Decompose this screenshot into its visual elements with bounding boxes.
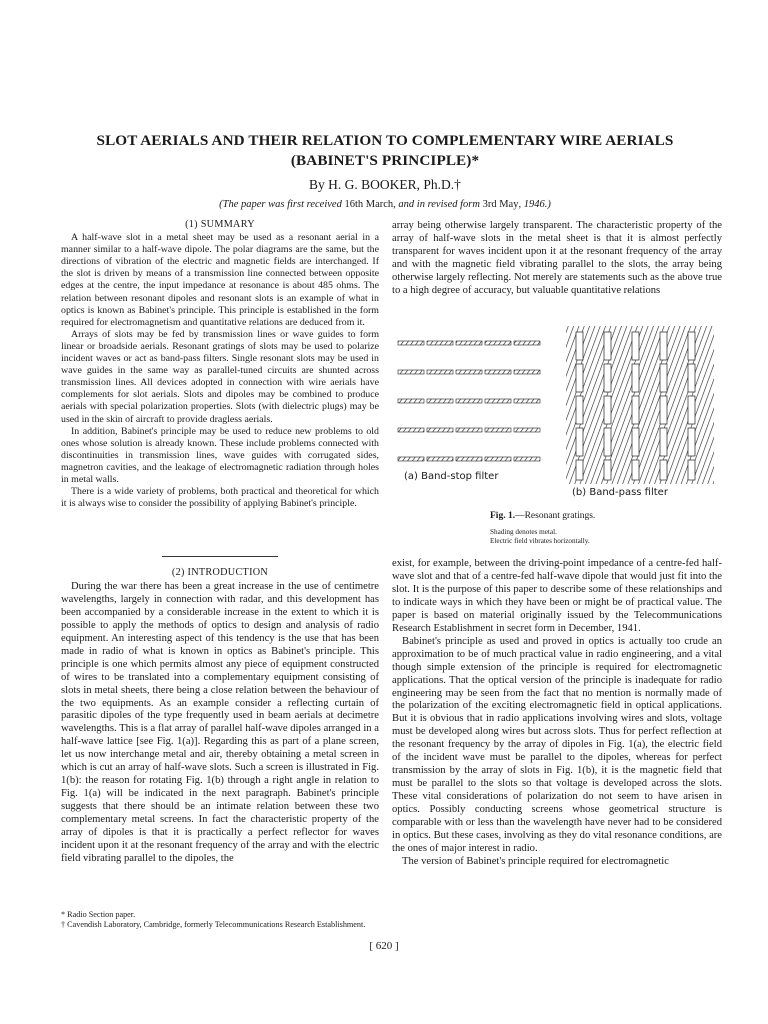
dipole-row-5: [398, 457, 540, 461]
dipole-row-1: [398, 341, 540, 345]
introduction-paragraph: During the war there has been a great increase in the use of centimetre wavelengths, largely in connection with radar, and this development has been accompanied by a considerable increase in the extent to which it is possible to apply the methods of optics to design and analysis of radio equipment. An interesting aspect of this tendency is the use that has been made in radio of what is known in optics as Babinet's principle. This principle is one which permits almost any piece of equipment constructed of wires to be translated into a complementary equipment consisting of slots in metal sheets, there being a close relation between the behaviour of the two equipments. As an example consider a reflecting curtain of parasitic dipoles of the type frequently used in beam aerials at decimetre wavelengths. This is a flat array of parallel half-wave dipoles arranged in a half-wave lattice [see Fig. 1(a)]. Regarding this as part of a plane screen, let us now interchange metal and air, thereby obtaining a metal screen in which is cut an array of half-wave slots. Such a screen is illustrated in Fig. 1(b): the reason for rotating Fig. 1(b) through a right angle in relation to Fig. 1(a) will be indicated in the next paragraph. Babinet's principle suggests that there should be an intimate relation between these two complementary metal screens. In fact the characteristic property of the array of dipoles is that it is practically a perfect reflector for waves incident upon it at the resonant frequency of the array and with the electric field vibrating parallel to the dipoles, the: [61, 580, 379, 864]
summary-section: [61, 219, 379, 510]
summary-paragraph-3: In addition, Babinet's principle may be used to reduce new problems to old ones whose solution is already known. These include problems connected with discontinuities in transmission lines, wave guides with corrugated sides, magnetron cavities, and the leakage of electromagnetic radiation through holes in metal walls.: [61, 425, 379, 485]
right-column-top: [392, 219, 722, 298]
title-line-2: (BABINET'S PRINCIPLE)*: [290, 152, 480, 169]
summary-heading: (1) SUMMARY: [185, 219, 255, 230]
section-divider: [162, 556, 278, 557]
footnote-2: † Cavendish Laboratory, Cambridge, formerly Telecommunications Research Establishment.: [61, 919, 366, 929]
figure-1: [390, 318, 730, 543]
dipole-row-2: [398, 370, 540, 374]
introduction-section: [61, 567, 379, 866]
dipole-row-4: [398, 428, 540, 432]
band-pass-label: (b) Band-pass filter: [572, 487, 668, 498]
summary-paragraph-1: A half-wave slot in a metal sheet may be used as a resonant aerial in a manner similar to a half-wave dipole. The polar diagrams are the same, but the directions of vibration of the electric and magnetic fields are interchanged. If the slot is driven by means of a transmission line connected between opposite edges at the centre, the input impedance at resonance is about 485 ohms. The relation between resonant dipoles and resonant slots is an example of what in optics is known as Babinet's principle. This principle is established in the form required for electromagnetism and quantitative relations are deduced from it.: [61, 232, 379, 328]
right-bottom-paragraph-1: exist, for example, between the driving-point impedance of a centre-fed half-wave slot and that of a centre-fed half-wave dipole that would just fit into the slot. It is the purpose of this paper to describe some of these relationships and to indicate ways in which they have been or might be of practical value. The paper is based on material originally issued by the Telecommunications Research Establishment in secret form in December, 1941.: [392, 558, 722, 634]
received-mid: , and in revised form: [393, 199, 483, 210]
received-line: [40, 198, 730, 212]
paper-title: [40, 131, 730, 171]
summary-paragraph-2: Arrays of slots may be fed by transmission lines or wave guides to form linear or broadside aerials. Resonant gratings of slots may be used to polarize incident waves or act as band-pass filters. Single resonant slots may be used in wave guides in the same way as parallel-tuned circuits are shunted across transmission lines. All devices adopted in connection with wire aerials have complements for slot aerials. Slots and dipoles may be combined to produce aerials with special polarization properties. Slots (with dielectric plugs) may be used in the skin of aircraft to provide dragless aerials.: [61, 328, 379, 425]
band-stop-dipole-array: [398, 341, 540, 461]
dipole-row-3: [398, 399, 540, 403]
resonant-gratings-figure: [390, 318, 730, 543]
summary-paragraph-4: There is a wide variety of problems, both practical and theoretical for which it is always wise to consider the possibility of applying Babinet's principle.: [61, 486, 379, 510]
title-line-1: SLOT AERIALS AND THEIR RELATION TO COMPLEMENTARY WIRE AERIALS: [96, 132, 674, 149]
received-prefix: (The paper was first received: [219, 199, 345, 210]
figure-note-1: Shading denotes metal.: [490, 528, 557, 536]
received-suffix: , 1946.): [518, 199, 551, 210]
figure-caption-text: —Resonant gratings.: [515, 511, 596, 521]
received-date-1: 16th March: [344, 199, 394, 210]
footnote-1: * Radio Section paper.: [61, 910, 136, 919]
introduction-heading: (2) INTRODUCTION: [171, 567, 269, 578]
right-bottom-paragraph-3: The version of Babinet's principle required for electromagnetic: [402, 855, 669, 867]
figure-caption: [490, 511, 730, 521]
figure-number: Fig. 1.: [490, 511, 516, 521]
right-bottom-paragraph-2: Babinet's principle as used and proved in optics is actually too crude an approximation to be of much practical value in radio engineering, and a vital though simple extension of the principle is required for electromagnetic applications. That the optical version of the principle is inadequate for radio engineering may be seen from the fact that no mention is normally made of the polarization of the exciting electromagnetic field in optical applications. But it is obvious that in radio applications involving wires and slots, voltage must be developed along wires but across slots. Thus for perfect reflection at the resonant frequency by the array of dipoles in Fig. 1(a), the electric field of the incident wave must be parallel to the dipoles, whereas for perfect transmission by the array of slots in Fig. 1(b), it is the magnetic field that must be parallel to the slots so that voltage is developed across the slots. These vital considerations of polarization do not seem to have arisen in optics. Possibly conducting screens whose geometrical structure is comparable with or less than the wavelength have never had to be considered in optics. But these cases, involving as they do vital resonance conditions, are the ones of major interest in radio.: [392, 635, 722, 854]
figure-notes: [490, 528, 730, 545]
author-line: By H. G. BOOKER, Ph.D.†: [309, 177, 461, 192]
band-stop-label: (a) Band-stop filter: [404, 471, 499, 482]
band-pass-slot-sheet: [566, 326, 714, 484]
right-column-bottom: [392, 558, 722, 869]
received-date-2: 3rd May: [482, 199, 519, 210]
right-top-paragraph: array being otherwise largely transparent. The characteristic property of the array of half-wave slots in the metal sheet is that it is almost perfectly transparent for waves incident upon it at the resonant frequency of the array and with the magnetic field vibrating parallel to the slots, the array being otherwise largely reflecting. Not merely are statements such as the above true to a high degree of accuracy, but valuable quantitative relations: [392, 220, 722, 297]
figure-note-2: Electric field vibrates horizontally.: [490, 536, 590, 545]
footnotes: [61, 910, 379, 929]
page-number: [ 620 ]: [369, 940, 399, 952]
